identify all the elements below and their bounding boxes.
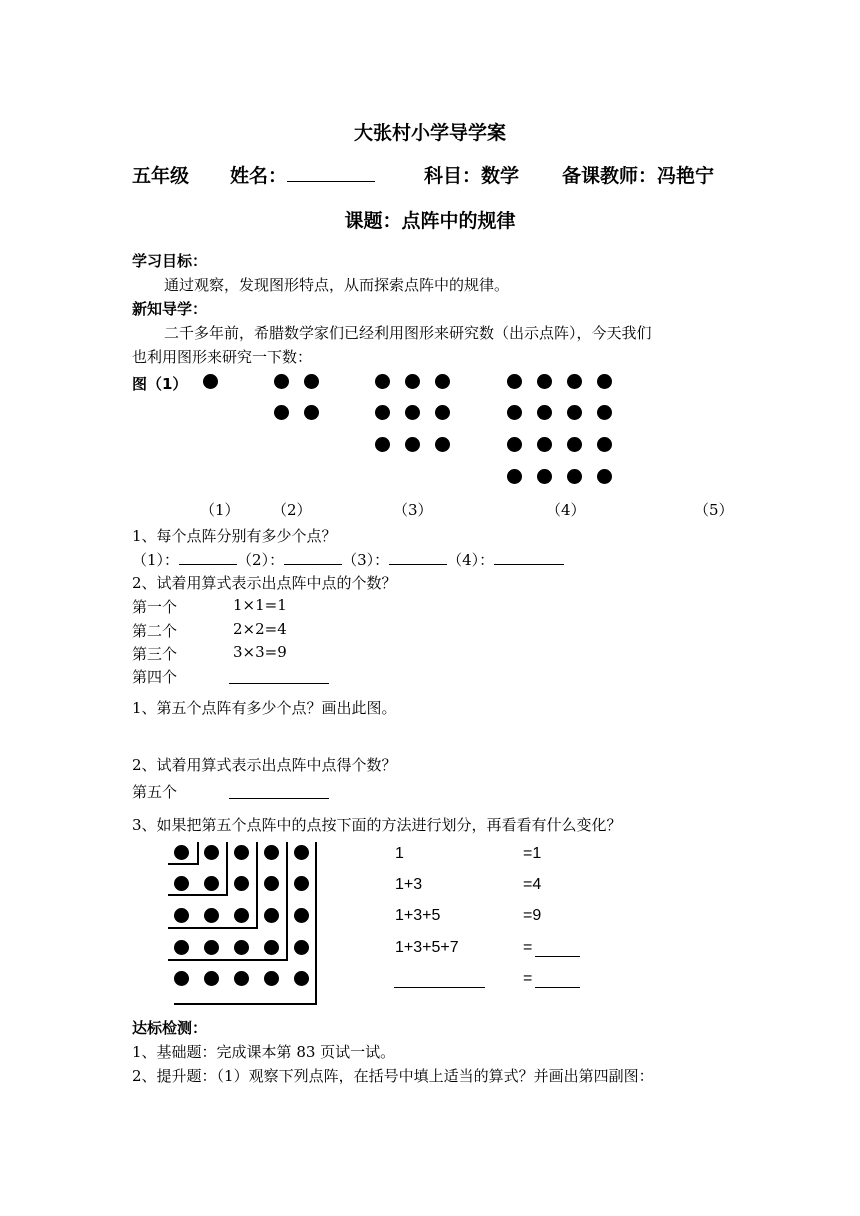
sum-left-blank-5[interactable] bbox=[394, 987, 485, 988]
dot bbox=[537, 437, 552, 452]
dot bbox=[204, 845, 219, 860]
answer-label-3: （3）： bbox=[342, 551, 390, 569]
dot bbox=[304, 374, 319, 389]
check-item-2: 2、提升题：（1）观察下列点阵，在括号中填上适当的算式？并画出第四副图： bbox=[132, 1067, 654, 1085]
dot bbox=[435, 374, 450, 389]
sum-left-4: 1+3+5+7 bbox=[395, 939, 459, 956]
row-label-4: 第四个 bbox=[132, 668, 178, 686]
name-blank[interactable] bbox=[287, 167, 375, 182]
dot bbox=[174, 971, 189, 986]
figure-caption-2: （2） bbox=[272, 501, 312, 519]
fifth-label: 第五个 bbox=[132, 783, 178, 801]
dot bbox=[274, 374, 289, 389]
dot bbox=[405, 405, 420, 420]
answer-blank-1[interactable] bbox=[179, 550, 237, 565]
sum-right-3: =9 bbox=[523, 907, 542, 924]
sum-left-1: 1 bbox=[395, 845, 404, 862]
sum-right-2: =4 bbox=[523, 876, 542, 893]
dot bbox=[304, 405, 319, 420]
intro-line-2: 也利用图形来研究一下数： bbox=[132, 348, 313, 366]
row-blank-4[interactable] bbox=[229, 683, 329, 684]
figure-caption-4: （4） bbox=[546, 501, 586, 519]
figure-caption-5: （5） bbox=[694, 501, 734, 519]
question-2: 2、试着用算式表示出点阵中点的个数？ bbox=[132, 574, 397, 592]
dot bbox=[294, 845, 309, 860]
name-label-text: 姓名： bbox=[230, 165, 288, 187]
row-expr-2: 2×2=4 bbox=[233, 620, 287, 638]
figure-caption-1: （1） bbox=[200, 501, 240, 519]
dot bbox=[264, 845, 279, 860]
dot bbox=[234, 971, 249, 986]
sum-right-5: = bbox=[523, 970, 533, 987]
row-label-1: 第一个 bbox=[132, 598, 178, 616]
dot bbox=[405, 437, 420, 452]
dot bbox=[435, 405, 450, 420]
dot bbox=[507, 374, 522, 389]
divider-line bbox=[315, 842, 317, 1005]
dot bbox=[204, 940, 219, 955]
row-expr-1: 1×1=1 bbox=[233, 596, 287, 614]
dot bbox=[234, 876, 249, 891]
dot bbox=[435, 437, 450, 452]
topic-title: 课题：点阵中的规律 bbox=[344, 210, 516, 232]
dot bbox=[174, 845, 189, 860]
divider-line bbox=[197, 842, 199, 864]
goals-heading: 学习目标： bbox=[132, 252, 208, 270]
teacher-label: 备课教师：冯艳宁 bbox=[562, 165, 715, 187]
dot bbox=[375, 437, 390, 452]
answer-blank-4[interactable] bbox=[494, 550, 564, 565]
intro-line-1: 二千多年前，希腊数学家们已经利用图形来研究数（出示点阵），今天我们 bbox=[164, 324, 652, 342]
sum-right-4: = bbox=[523, 939, 533, 956]
divider-line bbox=[174, 1003, 317, 1005]
figure-label: 图（1） bbox=[132, 375, 188, 393]
intro-heading: 新知导学： bbox=[132, 300, 208, 318]
grade-label: 五年级 bbox=[132, 165, 190, 187]
divider-line bbox=[168, 959, 288, 961]
dot bbox=[204, 971, 219, 986]
figure-caption-3: （3） bbox=[393, 501, 433, 519]
sum-right-1: =1 bbox=[523, 845, 542, 862]
dot bbox=[203, 374, 218, 389]
dot bbox=[507, 437, 522, 452]
dot bbox=[567, 405, 582, 420]
dot bbox=[204, 908, 219, 923]
dot bbox=[597, 437, 612, 452]
dot bbox=[567, 469, 582, 484]
divider-line bbox=[286, 842, 288, 960]
dot bbox=[597, 469, 612, 484]
dot bbox=[405, 374, 420, 389]
dot bbox=[507, 405, 522, 420]
dot bbox=[174, 876, 189, 891]
fifth-blank[interactable] bbox=[229, 798, 329, 799]
divider-line bbox=[168, 927, 258, 929]
row-label-3: 第三个 bbox=[132, 645, 178, 663]
sum-blank-5[interactable] bbox=[535, 987, 580, 988]
row-label-2: 第二个 bbox=[132, 622, 178, 640]
name-label bbox=[230, 161, 375, 188]
question-5: 3、如果把第五个点阵中的点按下面的方法进行划分，再看看有什么变化？ bbox=[132, 816, 622, 834]
page-title: 大张村小学导学案 bbox=[353, 122, 506, 144]
dot bbox=[234, 845, 249, 860]
answer-label-4: （4）： bbox=[447, 551, 495, 569]
dot bbox=[294, 908, 309, 923]
dot bbox=[375, 374, 390, 389]
sum-blank-4[interactable] bbox=[535, 956, 580, 957]
dot bbox=[597, 374, 612, 389]
dot bbox=[294, 971, 309, 986]
dot bbox=[375, 405, 390, 420]
dot bbox=[174, 908, 189, 923]
dot bbox=[507, 469, 522, 484]
dot bbox=[264, 908, 279, 923]
dot bbox=[537, 405, 552, 420]
dot bbox=[234, 940, 249, 955]
dot bbox=[274, 405, 289, 420]
answer-blank-2[interactable] bbox=[284, 550, 342, 565]
divider-line bbox=[226, 842, 228, 895]
sum-left-3: 1+3+5 bbox=[395, 907, 441, 924]
question-4: 2、试着用算式表示出点阵中点得个数？ bbox=[132, 756, 397, 774]
dot bbox=[264, 876, 279, 891]
dot bbox=[234, 908, 249, 923]
divider-line bbox=[256, 842, 258, 928]
dot bbox=[567, 374, 582, 389]
dot bbox=[264, 940, 279, 955]
divider-line bbox=[168, 863, 199, 865]
answer-label-1: （1）： bbox=[132, 551, 180, 569]
sum-left-2: 1+3 bbox=[395, 876, 423, 893]
question-3: 1、第五个点阵有多少个点？画出此图。 bbox=[132, 699, 397, 717]
dot bbox=[294, 876, 309, 891]
dot bbox=[567, 437, 582, 452]
question-1: 1、每个点阵分别有多少个点？ bbox=[132, 527, 337, 545]
dot bbox=[294, 940, 309, 955]
goals-text: 通过观察，发现图形特点，从而探索点阵中的规律。 bbox=[164, 276, 510, 294]
dot bbox=[537, 374, 552, 389]
answer-label-2: （2）： bbox=[237, 551, 285, 569]
check-item-1: 1、基础题：完成课本第 83 页试一试。 bbox=[132, 1043, 396, 1061]
check-heading: 达标检测： bbox=[132, 1019, 208, 1037]
answer-blank-3[interactable] bbox=[389, 550, 447, 565]
dot bbox=[204, 876, 219, 891]
dot bbox=[174, 940, 189, 955]
subject-label: 科目：数学 bbox=[424, 165, 520, 187]
dot bbox=[597, 405, 612, 420]
dot bbox=[264, 971, 279, 986]
dot bbox=[537, 469, 552, 484]
row-expr-3: 3×3=9 bbox=[233, 643, 287, 661]
divider-line bbox=[168, 894, 228, 896]
answer-row-1 bbox=[132, 549, 564, 570]
